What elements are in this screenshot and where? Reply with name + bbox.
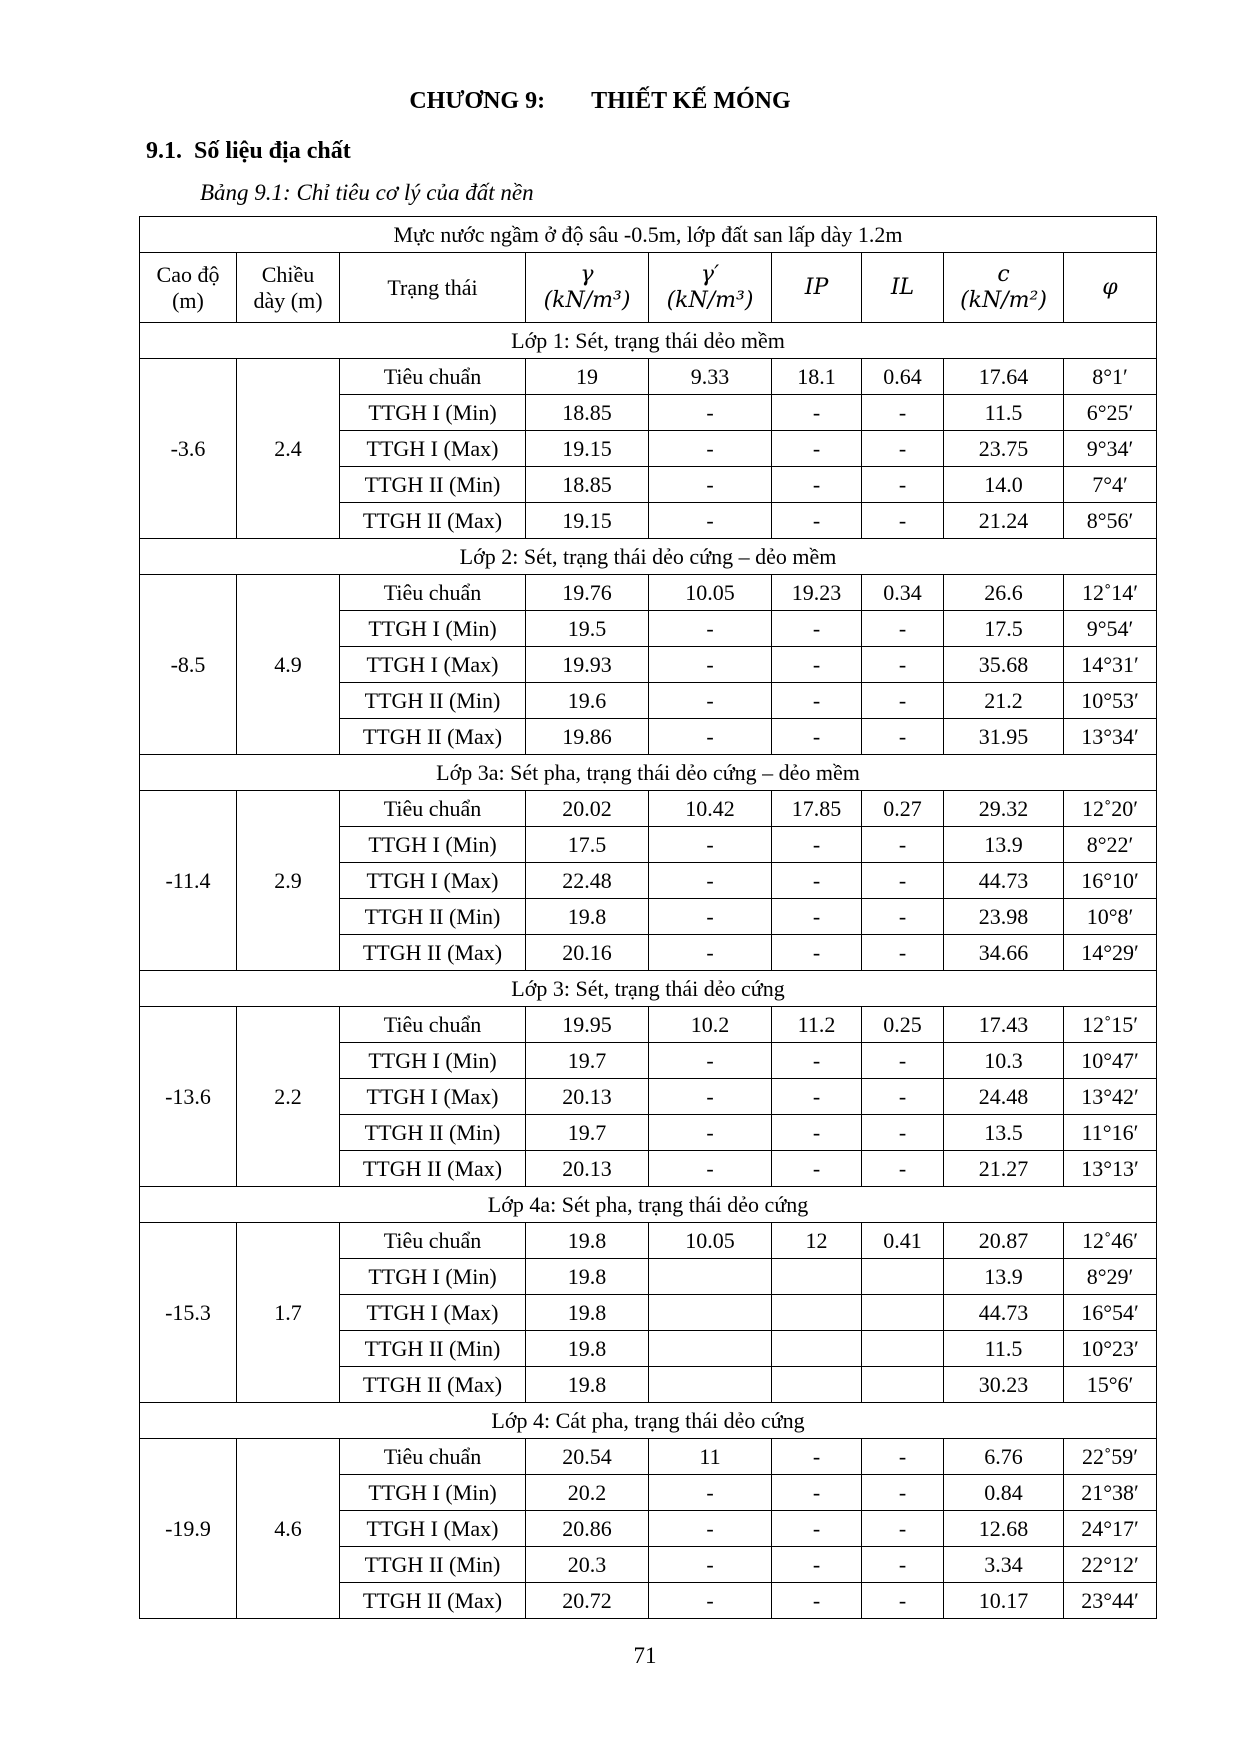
value-cell: - <box>649 647 772 683</box>
value-cell: 20.16 <box>526 935 649 971</box>
value-cell: - <box>772 431 862 467</box>
state-cell: TTGH I (Max) <box>340 1511 526 1547</box>
header-state: Trạng thái <box>340 253 526 323</box>
value-cell: 19.7 <box>526 1115 649 1151</box>
value-cell: - <box>649 899 772 935</box>
state-cell: TTGH I (Min) <box>340 1475 526 1511</box>
layer-elevation: -11.4 <box>140 791 237 971</box>
header-gamma-prime: γ′ (kN/m³) <box>649 253 772 323</box>
value-cell: 6.76 <box>944 1439 1064 1475</box>
state-cell: TTGH I (Max) <box>340 863 526 899</box>
state-cell: TTGH II (Min) <box>340 1547 526 1583</box>
value-cell: 21°38′ <box>1064 1475 1157 1511</box>
value-cell: 7°4′ <box>1064 467 1157 503</box>
value-cell: 10°8′ <box>1064 899 1157 935</box>
state-cell: Tiêu chuẩn <box>340 1007 526 1043</box>
layer-name: Lớp 3a: Sét pha, trạng thái dẻo cứng – dẻo mềm <box>140 755 1157 791</box>
value-cell: - <box>862 1547 944 1583</box>
table-row <box>140 1223 1157 1259</box>
value-cell: 16°10′ <box>1064 863 1157 899</box>
value-cell: 19.8 <box>526 1367 649 1403</box>
section-heading <box>146 138 351 165</box>
value-cell: 24°17′ <box>1064 1511 1157 1547</box>
value-cell: - <box>772 827 862 863</box>
value-cell: - <box>862 827 944 863</box>
value-cell: - <box>649 1547 772 1583</box>
value-cell: 20.13 <box>526 1079 649 1115</box>
value-cell: 20.86 <box>526 1511 649 1547</box>
value-cell: - <box>862 611 944 647</box>
state-cell: Tiêu chuẩn <box>340 1223 526 1259</box>
state-cell: TTGH I (Min) <box>340 827 526 863</box>
value-cell: 24.48 <box>944 1079 1064 1115</box>
value-cell: 20.87 <box>944 1223 1064 1259</box>
table-row <box>140 791 1157 827</box>
value-cell: 12 <box>772 1223 862 1259</box>
value-cell: - <box>862 1511 944 1547</box>
state-cell: TTGH II (Min) <box>340 899 526 935</box>
value-cell: 20.54 <box>526 1439 649 1475</box>
value-cell: 20.72 <box>526 1583 649 1619</box>
value-cell: - <box>649 1151 772 1187</box>
value-cell: - <box>862 863 944 899</box>
layer-thickness: 2.9 <box>237 791 340 971</box>
state-cell: TTGH I (Max) <box>340 431 526 467</box>
value-cell: 19.5 <box>526 611 649 647</box>
value-cell: - <box>772 467 862 503</box>
table-row <box>140 575 1157 611</box>
value-cell: 21.2 <box>944 683 1064 719</box>
value-cell <box>772 1259 862 1295</box>
value-cell: 11.2 <box>772 1007 862 1043</box>
value-cell: - <box>862 1439 944 1475</box>
value-cell: 9°54′ <box>1064 611 1157 647</box>
value-cell: 14.0 <box>944 467 1064 503</box>
value-cell: - <box>862 431 944 467</box>
section-number: 9.1. <box>146 138 182 164</box>
layer-name: Lớp 4: Cát pha, trạng thái dẻo cứng <box>140 1403 1157 1439</box>
chapter-number: CHƯƠNG 9: <box>409 88 546 114</box>
value-cell: 20.02 <box>526 791 649 827</box>
table-row <box>140 1007 1157 1043</box>
value-cell: 12.68 <box>944 1511 1064 1547</box>
state-cell: Tiêu chuẩn <box>340 791 526 827</box>
value-cell: - <box>772 611 862 647</box>
header-thickness: Chiều dày (m) <box>237 253 340 323</box>
layer-name: Lớp 4a: Sét pha, trạng thái dẻo cứng <box>140 1187 1157 1223</box>
value-cell: 19.15 <box>526 431 649 467</box>
value-cell: 11°16′ <box>1064 1115 1157 1151</box>
value-cell: 15°6′ <box>1064 1367 1157 1403</box>
value-cell: 31.95 <box>944 719 1064 755</box>
page-number: 71 <box>633 1643 657 1668</box>
header-ip <box>772 253 862 323</box>
value-cell: 18.1 <box>772 359 862 395</box>
value-cell: 8°29′ <box>1064 1259 1157 1295</box>
table-row <box>140 1439 1157 1475</box>
value-cell <box>649 1295 772 1331</box>
value-cell: - <box>649 1115 772 1151</box>
il-label: IL <box>890 274 915 300</box>
state-cell: TTGH I (Min) <box>340 395 526 431</box>
value-cell <box>862 1295 944 1331</box>
value-cell: - <box>649 863 772 899</box>
chapter-title: THIẾT KẾ MÓNG <box>591 88 791 114</box>
section-title: Số liệu địa chất <box>194 138 351 164</box>
value-cell: - <box>649 467 772 503</box>
value-cell: 13°13′ <box>1064 1151 1157 1187</box>
value-cell <box>772 1367 862 1403</box>
value-cell: - <box>772 1151 862 1187</box>
value-cell: 0.25 <box>862 1007 944 1043</box>
value-cell: 19.95 <box>526 1007 649 1043</box>
ip-label: IP <box>804 274 829 300</box>
state-cell: TTGH II (Max) <box>340 935 526 971</box>
value-cell: 19 <box>526 359 649 395</box>
soil-properties-table <box>139 216 1157 1619</box>
value-cell: 0.41 <box>862 1223 944 1259</box>
header-phi: φ <box>1064 253 1157 323</box>
value-cell: 12˚15′ <box>1064 1007 1157 1043</box>
value-cell: 11.5 <box>944 395 1064 431</box>
state-cell: Tiêu chuẩn <box>340 575 526 611</box>
value-cell: 44.73 <box>944 1295 1064 1331</box>
value-cell: - <box>649 1043 772 1079</box>
value-cell: 0.84 <box>944 1475 1064 1511</box>
value-cell <box>649 1331 772 1367</box>
state-cell: TTGH II (Max) <box>340 1151 526 1187</box>
value-cell: 10.3 <box>944 1043 1064 1079</box>
value-cell: 10.42 <box>649 791 772 827</box>
state-cell: TTGH I (Min) <box>340 611 526 647</box>
value-cell: 21.27 <box>944 1151 1064 1187</box>
value-cell: 16°54′ <box>1064 1295 1157 1331</box>
value-cell: 19.6 <box>526 683 649 719</box>
value-cell: - <box>772 863 862 899</box>
state-cell: TTGH II (Min) <box>340 467 526 503</box>
value-cell: 17.43 <box>944 1007 1064 1043</box>
value-cell: 19.7 <box>526 1043 649 1079</box>
value-cell: 0.27 <box>862 791 944 827</box>
value-cell: - <box>772 899 862 935</box>
layer-name-row <box>140 755 1157 791</box>
state-cell: TTGH II (Max) <box>340 719 526 755</box>
value-cell: - <box>772 683 862 719</box>
layer-elevation: -13.6 <box>140 1007 237 1187</box>
value-cell: 8°1′ <box>1064 359 1157 395</box>
value-cell: 10°23′ <box>1064 1331 1157 1367</box>
value-cell: 19.76 <box>526 575 649 611</box>
value-cell: 10.2 <box>649 1007 772 1043</box>
value-cell: - <box>649 1079 772 1115</box>
table-banner: Mực nước ngầm ở độ sâu -0.5m, lớp đất san lấp dày 1.2m <box>140 217 1157 253</box>
state-cell: TTGH I (Max) <box>340 647 526 683</box>
value-cell: - <box>862 503 944 539</box>
layer-name-row <box>140 1403 1157 1439</box>
state-cell: TTGH II (Min) <box>340 1331 526 1367</box>
value-cell: 10.05 <box>649 1223 772 1259</box>
table-row <box>140 359 1157 395</box>
value-cell: - <box>862 935 944 971</box>
value-cell: 11 <box>649 1439 772 1475</box>
value-cell: 17.5 <box>526 827 649 863</box>
value-cell: 3.34 <box>944 1547 1064 1583</box>
layer-elevation: -8.5 <box>140 575 237 755</box>
value-cell <box>649 1367 772 1403</box>
value-cell: 12˚20′ <box>1064 791 1157 827</box>
value-cell: 12˚46′ <box>1064 1223 1157 1259</box>
value-cell: - <box>772 395 862 431</box>
state-cell: Tiêu chuẩn <box>340 1439 526 1475</box>
value-cell: - <box>862 683 944 719</box>
value-cell: - <box>649 1511 772 1547</box>
value-cell: - <box>649 1583 772 1619</box>
header-c: c (kN/m²) <box>944 253 1064 323</box>
table-caption: Bảng 9.1: Chỉ tiêu cơ lý của đất nền <box>200 180 534 205</box>
value-cell: - <box>649 827 772 863</box>
chapter-heading <box>0 88 1200 115</box>
value-cell: 13.9 <box>944 827 1064 863</box>
value-cell: 13°42′ <box>1064 1079 1157 1115</box>
value-cell: 23.75 <box>944 431 1064 467</box>
value-cell: 22˚59′ <box>1064 1439 1157 1475</box>
value-cell: 10.05 <box>649 575 772 611</box>
value-cell <box>772 1295 862 1331</box>
value-cell: 9.33 <box>649 359 772 395</box>
value-cell: - <box>649 503 772 539</box>
value-cell: 0.64 <box>862 359 944 395</box>
value-cell: 13.5 <box>944 1115 1064 1151</box>
value-cell: 13°34′ <box>1064 719 1157 755</box>
value-cell: 20.3 <box>526 1547 649 1583</box>
value-cell <box>649 1259 772 1295</box>
layer-thickness: 2.4 <box>237 359 340 539</box>
value-cell: - <box>649 395 772 431</box>
value-cell: 17.64 <box>944 359 1064 395</box>
value-cell: 19.8 <box>526 1259 649 1295</box>
layer-elevation: -19.9 <box>140 1439 237 1619</box>
layer-thickness: 1.7 <box>237 1223 340 1403</box>
value-cell: - <box>862 1115 944 1151</box>
value-cell: 19.15 <box>526 503 649 539</box>
value-cell: 9°34′ <box>1064 431 1157 467</box>
value-cell: 19.93 <box>526 647 649 683</box>
value-cell: 35.68 <box>944 647 1064 683</box>
value-cell: - <box>862 395 944 431</box>
value-cell: - <box>649 611 772 647</box>
layer-elevation: -3.6 <box>140 359 237 539</box>
state-cell: TTGH II (Min) <box>340 1115 526 1151</box>
value-cell: 30.23 <box>944 1367 1064 1403</box>
value-cell: 20.2 <box>526 1475 649 1511</box>
layer-name: Lớp 3: Sét, trạng thái dẻo cứng <box>140 971 1157 1007</box>
value-cell: - <box>649 431 772 467</box>
layer-name: Lớp 2: Sét, trạng thái dẻo cứng – dẻo mềm <box>140 539 1157 575</box>
header-elevation: Cao độ (m) <box>140 253 237 323</box>
layer-name: Lớp 1: Sét, trạng thái dẻo mềm <box>140 323 1157 359</box>
value-cell: - <box>862 1475 944 1511</box>
value-cell: - <box>862 719 944 755</box>
state-cell: TTGH I (Min) <box>340 1043 526 1079</box>
value-cell: 18.85 <box>526 467 649 503</box>
value-cell: - <box>862 1079 944 1115</box>
value-cell: 10°47′ <box>1064 1043 1157 1079</box>
value-cell: - <box>649 719 772 755</box>
value-cell: 10.17 <box>944 1583 1064 1619</box>
value-cell: 19.8 <box>526 1223 649 1259</box>
value-cell: 8°22′ <box>1064 827 1157 863</box>
value-cell: - <box>649 1475 772 1511</box>
state-cell: TTGH II (Min) <box>340 683 526 719</box>
value-cell: 19.8 <box>526 1331 649 1367</box>
value-cell: 6°25′ <box>1064 395 1157 431</box>
layer-name-row <box>140 539 1157 575</box>
layer-thickness: 4.9 <box>237 575 340 755</box>
value-cell: 20.13 <box>526 1151 649 1187</box>
value-cell: 21.24 <box>944 503 1064 539</box>
value-cell: - <box>862 1583 944 1619</box>
value-cell: 11.5 <box>944 1331 1064 1367</box>
value-cell: - <box>772 1511 862 1547</box>
value-cell: 23°44′ <box>1064 1583 1157 1619</box>
layer-name-row <box>140 971 1157 1007</box>
layer-elevation: -15.3 <box>140 1223 237 1403</box>
value-cell <box>862 1259 944 1295</box>
value-cell: 17.5 <box>944 611 1064 647</box>
value-cell <box>862 1367 944 1403</box>
header-gamma: γ (kN/m³) <box>526 253 649 323</box>
value-cell: 23.98 <box>944 899 1064 935</box>
state-cell: TTGH I (Min) <box>340 1259 526 1295</box>
state-cell: TTGH II (Max) <box>340 1583 526 1619</box>
value-cell: 13.9 <box>944 1259 1064 1295</box>
state-cell: TTGH II (Max) <box>340 1367 526 1403</box>
value-cell <box>772 1331 862 1367</box>
value-cell: - <box>772 503 862 539</box>
value-cell: - <box>862 1151 944 1187</box>
value-cell: - <box>862 647 944 683</box>
value-cell: - <box>649 935 772 971</box>
layer-thickness: 2.2 <box>237 1007 340 1187</box>
value-cell: 18.85 <box>526 395 649 431</box>
value-cell: - <box>862 899 944 935</box>
value-cell: 29.32 <box>944 791 1064 827</box>
value-cell: 19.86 <box>526 719 649 755</box>
value-cell: 12˚14′ <box>1064 575 1157 611</box>
value-cell: - <box>862 467 944 503</box>
value-cell: - <box>772 1043 862 1079</box>
value-cell: 17.85 <box>772 791 862 827</box>
layer-thickness: 4.6 <box>237 1439 340 1619</box>
header-il <box>862 253 944 323</box>
value-cell: - <box>772 647 862 683</box>
value-cell: 8°56′ <box>1064 503 1157 539</box>
value-cell: - <box>772 1583 862 1619</box>
state-cell: TTGH I (Max) <box>340 1079 526 1115</box>
value-cell: 19.8 <box>526 1295 649 1331</box>
state-cell: TTGH II (Max) <box>340 503 526 539</box>
header-row <box>140 253 1157 323</box>
value-cell: 34.66 <box>944 935 1064 971</box>
value-cell: 14°29′ <box>1064 935 1157 971</box>
layer-name-row <box>140 323 1157 359</box>
value-cell: 22.48 <box>526 863 649 899</box>
value-cell: - <box>772 719 862 755</box>
value-cell: - <box>772 1079 862 1115</box>
state-cell: Tiêu chuẩn <box>340 359 526 395</box>
value-cell: 22°12′ <box>1064 1547 1157 1583</box>
value-cell: - <box>772 1547 862 1583</box>
value-cell: 19.8 <box>526 899 649 935</box>
value-cell: - <box>772 1439 862 1475</box>
value-cell: 19.23 <box>772 575 862 611</box>
value-cell: - <box>772 1475 862 1511</box>
value-cell: - <box>649 683 772 719</box>
value-cell: 26.6 <box>944 575 1064 611</box>
state-cell: TTGH I (Max) <box>340 1295 526 1331</box>
value-cell: - <box>772 935 862 971</box>
value-cell: 10°53′ <box>1064 683 1157 719</box>
value-cell: 0.34 <box>862 575 944 611</box>
layer-name-row <box>140 1187 1157 1223</box>
value-cell: - <box>772 1115 862 1151</box>
value-cell <box>862 1331 944 1367</box>
value-cell: - <box>862 1043 944 1079</box>
value-cell: 44.73 <box>944 863 1064 899</box>
value-cell: 14°31′ <box>1064 647 1157 683</box>
